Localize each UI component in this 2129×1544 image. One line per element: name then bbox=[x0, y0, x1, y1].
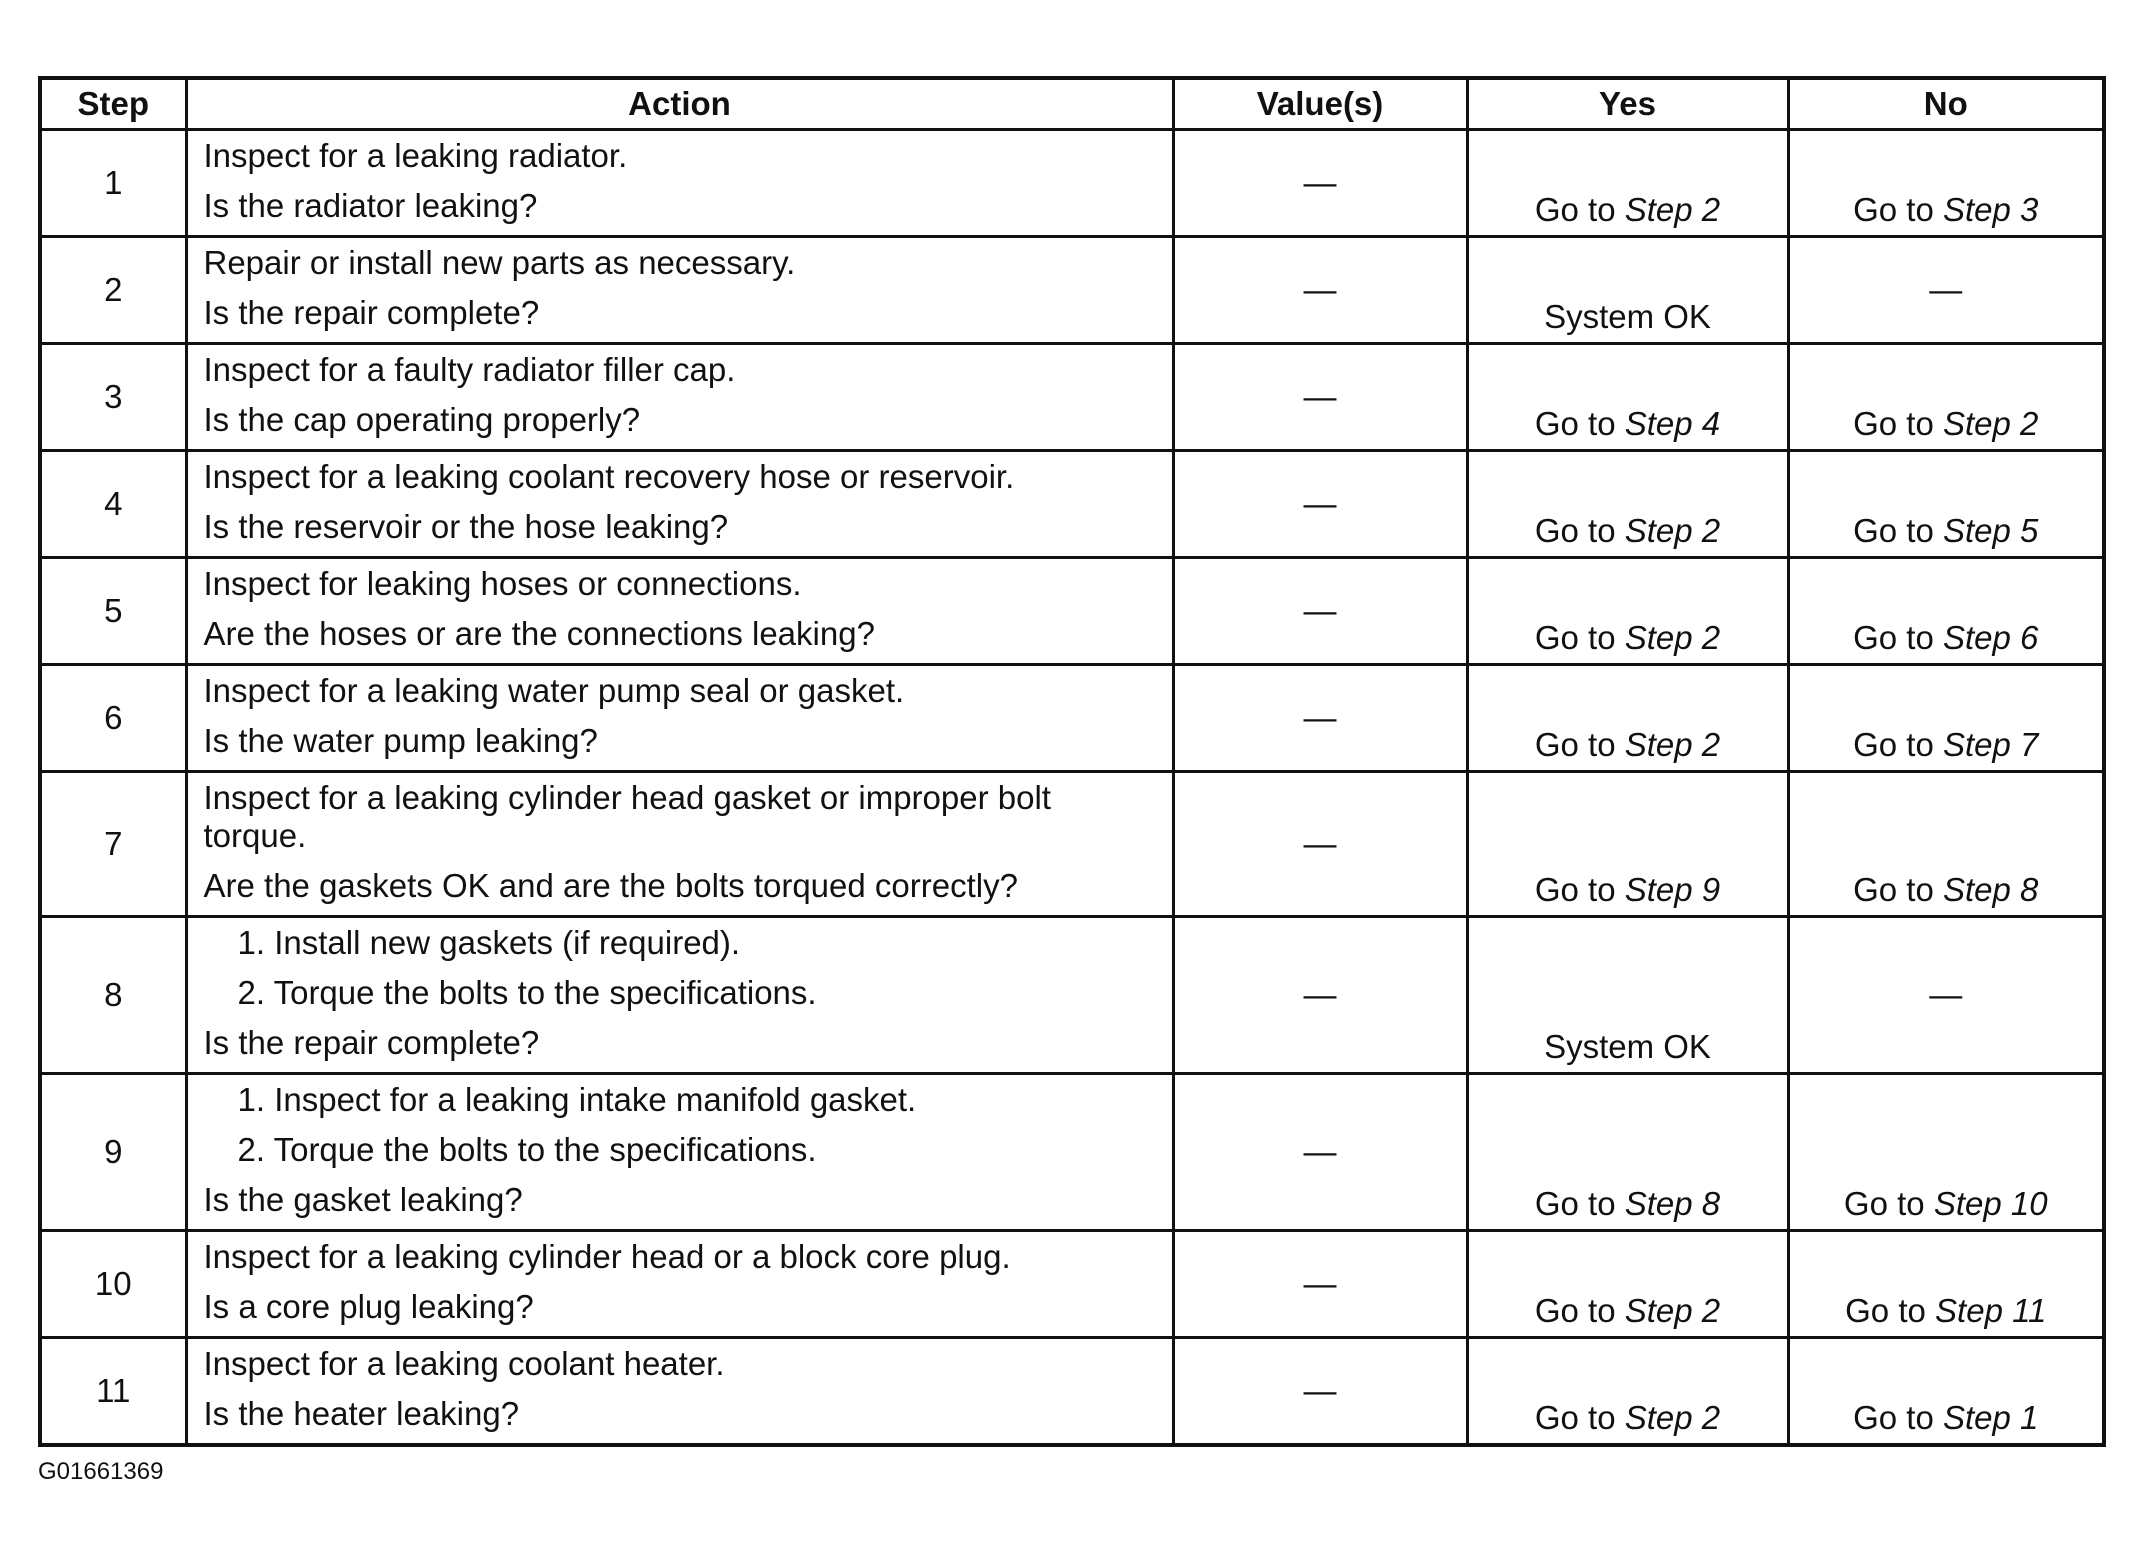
value-cell: — bbox=[1173, 237, 1467, 344]
action-question: Are the hoses or are the connections leaking? bbox=[203, 615, 875, 652]
yes-cell bbox=[1467, 665, 1788, 772]
step-number: 11 bbox=[40, 1338, 186, 1445]
yes-cell bbox=[1467, 1231, 1788, 1338]
action-question: Is the heater leaking? bbox=[203, 1395, 520, 1432]
action-instruction: Inspect for a leaking cylinder head gasket or improper bolt torque. bbox=[203, 779, 1051, 854]
table-row bbox=[40, 917, 2104, 1074]
yes-cell: System OK bbox=[1467, 237, 1788, 344]
yes-goto-label: Go to bbox=[1534, 1292, 1616, 1329]
action-instruction: Inspect for a faulty radiator filler cap. bbox=[203, 351, 736, 388]
no-cell bbox=[1788, 451, 2104, 558]
action-cell bbox=[186, 451, 1173, 558]
action-question: Are the gaskets OK and are the bolts torqued correctly? bbox=[203, 867, 1018, 904]
yes-goto-label: Go to bbox=[1534, 512, 1616, 549]
header-yes: Yes bbox=[1467, 78, 1788, 130]
no-goto-label: Go to bbox=[1853, 619, 1934, 656]
action-question: Is the radiator leaking? bbox=[203, 187, 538, 224]
action-question: Is a core plug leaking? bbox=[203, 1288, 534, 1325]
table-row bbox=[40, 558, 2104, 665]
no-goto-step: Step 1 bbox=[1942, 1398, 2039, 1436]
no-goto-step: Step 6 bbox=[1942, 619, 2039, 656]
no-goto-label: Go to bbox=[1853, 1398, 1934, 1436]
no-goto-step: Step 5 bbox=[1942, 512, 2039, 549]
action-question: Is the gasket leaking? bbox=[203, 1181, 523, 1218]
action-instruction: Repair or install new parts as necessary. bbox=[203, 244, 796, 281]
yes-goto-label: Go to bbox=[1534, 191, 1616, 228]
action-instruction: Inspect for a leaking water pump seal or gasket. bbox=[203, 672, 905, 709]
table-header-row bbox=[40, 78, 2104, 130]
header-step: Step bbox=[40, 78, 186, 130]
no-goto-step: Step 7 bbox=[1942, 726, 2039, 763]
value-cell: — bbox=[1173, 451, 1467, 558]
action-question: Is the repair complete? bbox=[203, 1024, 540, 1061]
action-instruction: Inspect for a leaking coolant heater. bbox=[203, 1345, 725, 1382]
value-cell: — bbox=[1173, 130, 1467, 237]
yes-cell bbox=[1467, 1074, 1788, 1231]
action-question: Is the cap operating properly? bbox=[203, 401, 641, 438]
yes-cell bbox=[1467, 344, 1788, 451]
action-instruction: Inspect for a leaking coolant recovery hose or reservoir. bbox=[203, 458, 1015, 495]
yes-goto-label: Go to bbox=[1534, 726, 1616, 763]
numbered-item: 2. Torque the bolts to the specifications. bbox=[237, 974, 817, 1011]
step-number: 8 bbox=[40, 917, 186, 1074]
no-cell bbox=[1788, 1231, 2104, 1338]
action-cell bbox=[186, 917, 1173, 1074]
yes-cell bbox=[1467, 451, 1788, 558]
header-no: No bbox=[1788, 78, 2104, 130]
yes-goto-step: Step 8 bbox=[1624, 1185, 1721, 1222]
step-number: 7 bbox=[40, 772, 186, 917]
yes-goto-step: Step 9 bbox=[1624, 871, 1721, 908]
yes-cell bbox=[1467, 558, 1788, 665]
figure-id: G01661369 bbox=[38, 1458, 164, 1485]
action-instruction: Inspect for a leaking cylinder head or a block core plug. bbox=[203, 1238, 1011, 1275]
yes-goto-step: Step 2 bbox=[1624, 1292, 1721, 1329]
action-cell bbox=[186, 237, 1173, 344]
no-cell bbox=[1788, 665, 2104, 772]
value-cell: — bbox=[1173, 1074, 1467, 1231]
table-row bbox=[40, 344, 2104, 451]
yes-cell bbox=[1467, 772, 1788, 917]
no-goto-step: Step 11 bbox=[1935, 1292, 2047, 1329]
yes-cell: System OK bbox=[1467, 917, 1788, 1074]
yes-goto-step: Step 2 bbox=[1624, 619, 1721, 656]
value-cell: — bbox=[1173, 772, 1467, 917]
yes-goto-label: Go to bbox=[1534, 1398, 1616, 1436]
yes-goto-step: Step 2 bbox=[1624, 191, 1721, 228]
no-goto-step: Step 8 bbox=[1942, 871, 2039, 908]
step-number: 1 bbox=[40, 130, 186, 237]
numbered-item: 2. Torque the bolts to the specifications. bbox=[237, 1131, 817, 1168]
value-cell: — bbox=[1173, 344, 1467, 451]
yes-goto-step: Step 2 bbox=[1624, 512, 1721, 549]
table-row bbox=[40, 237, 2104, 344]
step-number: 3 bbox=[40, 344, 186, 451]
step-number: 2 bbox=[40, 237, 186, 344]
no-goto-label: Go to bbox=[1853, 405, 1934, 442]
numbered-item: 1. Inspect for a leaking intake manifold gasket. bbox=[237, 1081, 917, 1118]
step-number: 5 bbox=[40, 558, 186, 665]
action-cell bbox=[186, 665, 1173, 772]
table-row bbox=[40, 451, 2104, 558]
no-cell bbox=[1788, 772, 2104, 917]
step-number: 6 bbox=[40, 665, 186, 772]
no-goto-step: Step 3 bbox=[1942, 191, 2039, 228]
action-cell bbox=[186, 1231, 1173, 1338]
value-cell: — bbox=[1173, 665, 1467, 772]
header-values: Value(s) bbox=[1173, 78, 1467, 130]
action-question: Is the reservoir or the hose leaking? bbox=[203, 508, 729, 545]
value-cell: — bbox=[1173, 1231, 1467, 1338]
action-instruction: Inspect for leaking hoses or connections. bbox=[203, 565, 802, 602]
no-cell: — bbox=[1788, 917, 2104, 1074]
value-cell: — bbox=[1173, 558, 1467, 665]
no-cell: — bbox=[1788, 237, 2104, 344]
step-number: 10 bbox=[40, 1231, 186, 1338]
table-row bbox=[40, 130, 2104, 237]
yes-goto-label: Go to bbox=[1534, 619, 1616, 656]
no-goto-label: Go to bbox=[1853, 512, 1934, 549]
table-row bbox=[40, 1074, 2104, 1231]
yes-goto-label: Go to bbox=[1534, 405, 1616, 442]
table-row bbox=[40, 1231, 2104, 1338]
no-goto-label: Go to bbox=[1853, 191, 1934, 228]
table-row bbox=[40, 772, 2104, 917]
no-cell bbox=[1788, 1074, 2104, 1231]
no-cell bbox=[1788, 558, 2104, 665]
action-cell bbox=[186, 772, 1173, 917]
no-goto-label: Go to bbox=[1843, 1185, 1925, 1222]
step-number: 9 bbox=[40, 1074, 186, 1231]
step-number: 4 bbox=[40, 451, 186, 558]
numbered-item: 1. Install new gaskets (if required). bbox=[237, 924, 741, 961]
yes-goto-step: Step 2 bbox=[1624, 726, 1721, 763]
yes-goto-step: Step 4 bbox=[1624, 405, 1721, 442]
action-cell bbox=[186, 130, 1173, 237]
header-action: Action bbox=[186, 78, 1173, 130]
action-cell bbox=[186, 1074, 1173, 1231]
yes-goto-label: Go to bbox=[1534, 871, 1616, 908]
value-cell: — bbox=[1173, 1338, 1467, 1445]
action-question: Is the water pump leaking? bbox=[203, 722, 598, 759]
action-cell bbox=[186, 344, 1173, 451]
diagnostic-table bbox=[38, 76, 2106, 1447]
no-cell bbox=[1788, 344, 2104, 451]
action-instruction: Inspect for a leaking radiator. bbox=[203, 137, 628, 174]
yes-cell bbox=[1467, 1338, 1788, 1445]
yes-cell bbox=[1467, 130, 1788, 237]
table-row bbox=[40, 665, 2104, 772]
action-question: Is the repair complete? bbox=[203, 294, 540, 331]
action-cell bbox=[186, 1338, 1173, 1445]
yes-goto-label: Go to bbox=[1534, 1185, 1616, 1222]
action-cell bbox=[186, 558, 1173, 665]
yes-goto-step: Step 2 bbox=[1624, 1398, 1721, 1436]
no-goto-label: Go to bbox=[1853, 726, 1934, 763]
table-row bbox=[40, 1338, 2104, 1445]
no-goto-step: Step 2 bbox=[1942, 405, 2039, 442]
no-cell bbox=[1788, 130, 2104, 237]
no-goto-step: Step 10 bbox=[1933, 1185, 2048, 1222]
value-cell: — bbox=[1173, 917, 1467, 1074]
no-goto-label: Go to bbox=[1845, 1292, 1926, 1329]
no-goto-label: Go to bbox=[1853, 871, 1934, 908]
no-cell bbox=[1788, 1338, 2104, 1445]
